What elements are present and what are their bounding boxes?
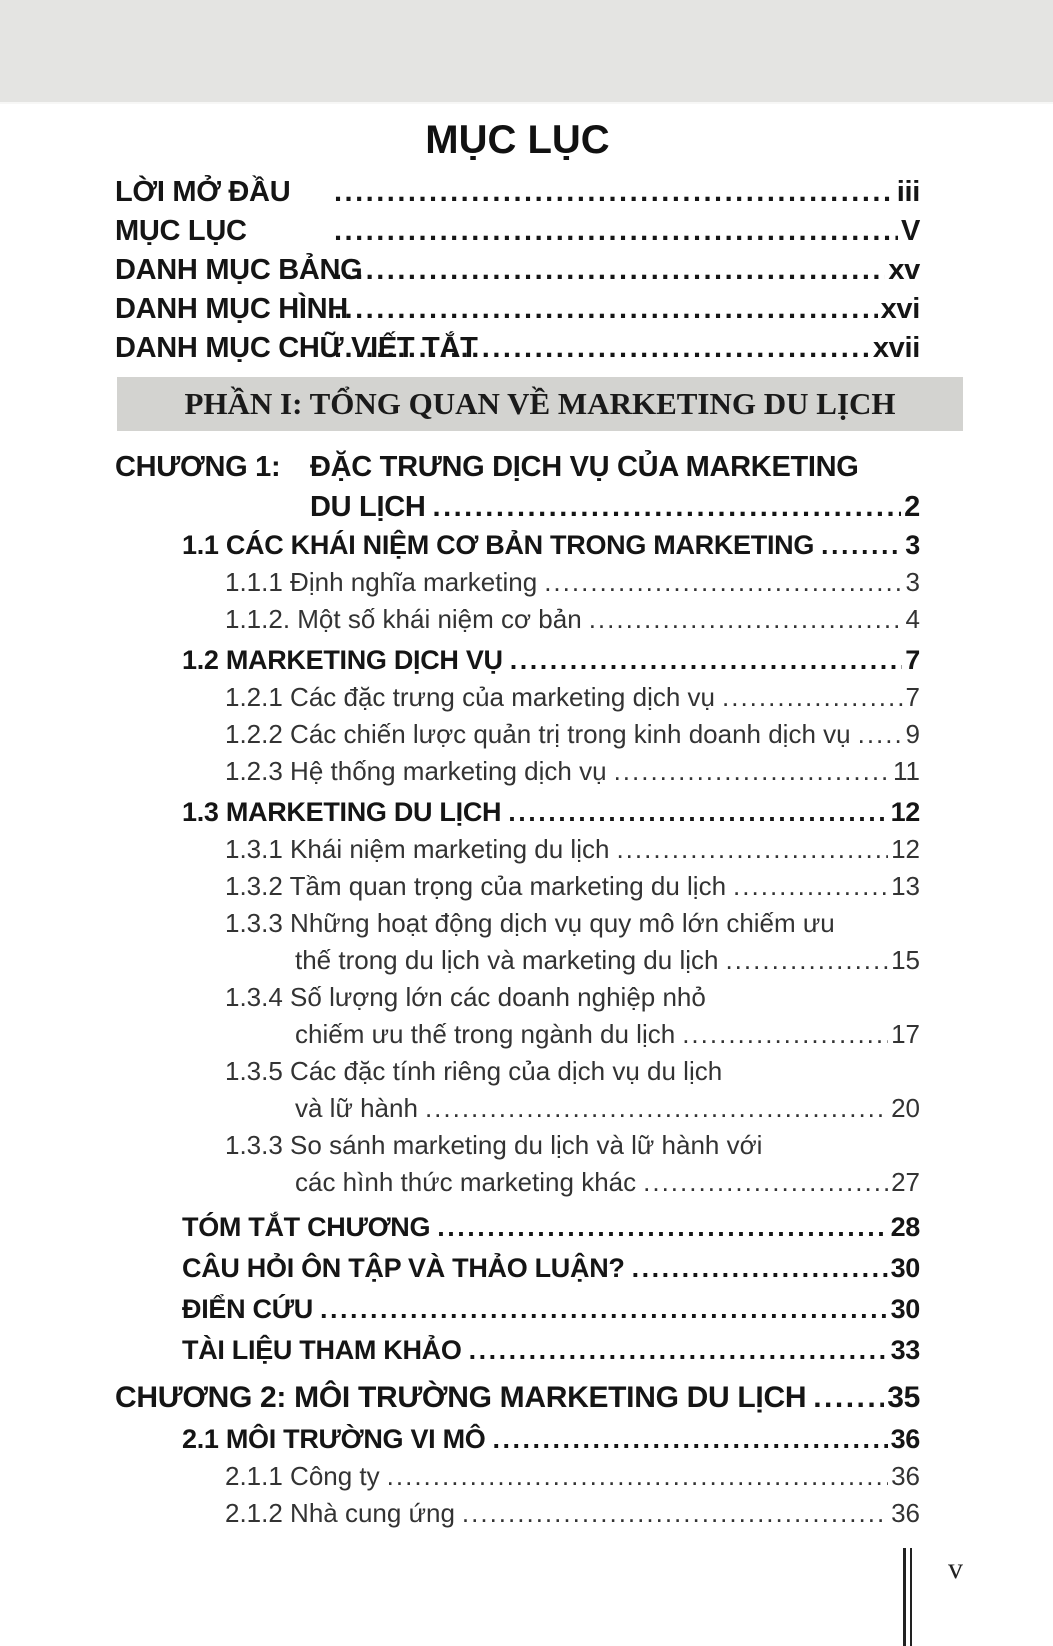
dot-leader: [589, 601, 903, 638]
toc-entry-page: 7: [905, 645, 920, 675]
toc-entry-page: 11: [893, 756, 920, 786]
toc-entry-text: và lữ hành: [295, 1093, 418, 1123]
toc-entry-page: 3: [905, 530, 920, 560]
toc-entry-page: 7: [905, 682, 920, 712]
toc-entry-page: 30: [890, 1294, 920, 1324]
toc-entry-text: 1.1 CÁC KHÁI NIỆM CƠ BẢN TRONG MARKETING: [182, 530, 815, 560]
toc-entry-danh-muc-hinh: [115, 290, 920, 329]
toc-entry-text: 1.3 MARKETING DU LỊCH: [182, 797, 502, 827]
toc-entry-1-3-2: [115, 868, 920, 905]
toc-entry-page: 15: [891, 945, 920, 975]
toc-entry-page: 3: [905, 567, 920, 597]
dot-leader: [821, 527, 902, 564]
toc-entry-chapter-2: [115, 1375, 920, 1421]
toc-entry-1-2-1: [115, 679, 920, 716]
toc-entry-text: TÓM TẮT CHƯƠNG: [182, 1212, 431, 1242]
toc-entry-1-2: [115, 642, 920, 679]
dot-leader: [510, 642, 903, 679]
toc-entry-text: 1.3.5 Các đặc tính riêng của dịch vụ du lịch: [225, 1056, 723, 1086]
toc-entry-tom-tat-chuong: [115, 1209, 920, 1246]
toc-entry-loi-mo-dau: [115, 173, 920, 212]
toc-entry-danh-muc-chu-viet-tat: [115, 329, 920, 368]
toc-entry-text: 1.2 MARKETING DỊCH VỤ: [182, 645, 503, 675]
toc-entry-cau-hoi-on-tap: [115, 1250, 920, 1287]
toc-entry-text: chiếm ưu thế trong ngành du lịch: [295, 1019, 676, 1049]
toc-entry-danh-muc-bang: [115, 251, 920, 290]
toc-entry-page: 36: [891, 1498, 920, 1528]
toc-entry-page: 35: [887, 1381, 920, 1414]
toc-entry-page: 17: [891, 1019, 920, 1049]
dot-leader: [469, 1332, 888, 1369]
toc-entry-text: DANH MỤC HÌNH: [115, 293, 348, 325]
toc-entry-2-1-2: [115, 1495, 920, 1532]
toc-entry-chapter-1: [115, 447, 920, 527]
toc-entry-page: 9: [905, 719, 920, 749]
dot-leader: [334, 290, 878, 329]
dot-leader: [544, 564, 902, 601]
toc-entry-text: 1.2.3 Hệ thống marketing dịch vụ: [225, 756, 607, 786]
toc-entry-dien-cuu: [115, 1291, 920, 1328]
toc-entry-text: 2.1 MÔI TRƯỜNG VI MÔ: [182, 1424, 486, 1454]
toc-entry-text: 1.3.1 Khái niệm marketing du lịch: [225, 834, 610, 864]
toc-entry-text: LỜI MỞ ĐẦU: [115, 176, 291, 208]
dot-leader: [614, 753, 890, 790]
toc-entry-page: 33: [890, 1335, 920, 1365]
dot-leader: [334, 329, 870, 368]
toc-entry-2-1-1: [115, 1458, 920, 1495]
toc-entry-1-1-1: [115, 564, 920, 601]
dot-leader: [334, 173, 894, 212]
toc-entry-page: 12: [891, 834, 920, 864]
dot-leader: [632, 1250, 888, 1287]
toc-entry-page: iii: [896, 176, 920, 208]
toc-entry-1-3-5-cont: [115, 1090, 920, 1127]
toc-entry-text: 1.1.1 Định nghĩa marketing: [225, 567, 538, 597]
toc-entry-1-3-4: [115, 979, 920, 1016]
toc-entry-2-1: [115, 1421, 920, 1458]
dot-leader: [725, 942, 888, 979]
dot-leader: [437, 1209, 887, 1246]
page-top-gray-band: [0, 0, 1053, 104]
dot-leader: [334, 212, 898, 251]
toc-entry-text: ĐIỂN CỨU: [182, 1294, 314, 1324]
toc-entry-page: xvii: [872, 332, 920, 364]
toc-entry-page: 30: [890, 1253, 920, 1283]
toc-entry-text: DANH MỤC BẢNG: [115, 254, 363, 286]
toc-entry-1-3-3-so-sanh-cont: [115, 1164, 920, 1201]
toc-entry-page: V: [900, 215, 920, 247]
dot-leader: [320, 1291, 888, 1328]
chapter-1-title: [310, 447, 920, 527]
toc-entry-text: 1.3.4 Số lượng lớn các doanh nghiệp nhỏ: [225, 982, 706, 1012]
chapter-1-title-line-2: [310, 487, 920, 527]
part-1-heading-band: PHẦN I: TỔNG QUAN VỀ MARKETING DU LỊCH: [117, 377, 963, 431]
dot-leader: [334, 251, 885, 290]
toc-entry-page: 27: [891, 1167, 920, 1197]
toc-entry-text: DANH MỤC CHỮ VIẾT TẮT: [115, 332, 478, 364]
toc-entry-page: 28: [890, 1212, 920, 1242]
dot-leader: [462, 1495, 888, 1532]
dot-leader: [813, 1375, 884, 1421]
dot-leader: [508, 794, 887, 831]
chapter-1-label: CHƯƠNG 1:: [115, 451, 281, 483]
toc-entry-page: 13: [891, 871, 920, 901]
toc-entry-1-3-5: [115, 1053, 920, 1090]
toc-entry-page: 12: [890, 797, 920, 827]
toc-entry-text: CHƯƠNG 2: MÔI TRƯỜNG MARKETING DU LỊCH: [115, 1381, 807, 1414]
toc-entry-page: 4: [905, 604, 920, 634]
dot-leader: [433, 487, 902, 527]
toc-entry-text: 1.3.3 So sánh marketing du lịch và lữ hành với: [225, 1130, 763, 1160]
toc-entry-text: 1.2.1 Các đặc trưng của marketing dịch vụ: [225, 682, 715, 712]
toc-entry-text: 1.3.2 Tầm quan trọng của marketing du lịch: [225, 871, 727, 901]
toc-entry-1-2-2: [115, 716, 920, 753]
toc-entry-text: MỤC LỤC: [115, 215, 247, 247]
toc-entry-1-2-3: [115, 753, 920, 790]
dot-leader: [643, 1164, 888, 1201]
toc-entry-text: DU LỊCH: [310, 491, 426, 523]
toc-entry-page: xv: [888, 254, 920, 286]
toc-entry-1-3-3-so-sanh: [115, 1127, 920, 1164]
toc-entry-1-1-2: [115, 601, 920, 638]
toc-entry-muc-luc: [115, 212, 920, 251]
toc-entry-1-3-1: [115, 831, 920, 868]
toc-entry-text: CÂU HỎI ÔN TẬP VÀ THẢO LUẬN?: [182, 1253, 625, 1283]
page-title: MỤC LỤC: [425, 118, 610, 162]
dot-leader: [492, 1421, 887, 1458]
toc-entry-page: xvi: [880, 293, 920, 325]
dot-leader: [733, 868, 888, 905]
toc-entry-1-3-3: [115, 905, 920, 942]
toc-entry-text: 1.1.2. Một số khái niệm cơ bản: [225, 604, 582, 634]
dot-leader: [616, 831, 888, 868]
footer-double-rule: [903, 1548, 912, 1646]
toc-entry-text: thế trong du lịch và marketing du lịch: [295, 945, 719, 975]
toc-entry-text: 1.3.3 Những hoạt động dịch vụ quy mô lớn chiếm ưu: [225, 908, 835, 938]
toc-entry-text: các hình thức marketing khác: [295, 1167, 637, 1197]
toc-entry-page: 20: [891, 1093, 920, 1123]
toc-entry-1-3: [115, 794, 920, 831]
toc-entry-text: TÀI LIỆU THAM KHẢO: [182, 1335, 462, 1365]
toc-entry-text: 1.2.2 Các chiến lược quản trị trong kinh doanh dịch vụ: [225, 719, 851, 749]
toc-page: [0, 104, 1053, 1532]
toc-entry-text: 2.1.2 Nhà cung ứng: [225, 1498, 455, 1528]
dot-leader: [387, 1458, 888, 1495]
toc-entry-tai-lieu-tham-khao: [115, 1332, 920, 1369]
dot-leader: [858, 716, 903, 753]
toc-entry-1-3-4-cont: [115, 1016, 920, 1053]
toc-entry-text: 2.1.1 Công ty: [225, 1461, 380, 1491]
folio-page-number: v: [948, 1552, 963, 1585]
dot-leader: [722, 679, 903, 716]
toc-entry-1-1: [115, 527, 920, 564]
toc-entry-page: 36: [891, 1461, 920, 1491]
toc-entry-page: 36: [890, 1424, 920, 1454]
toc-entry-1-3-3-cont: [115, 942, 920, 979]
chapter-1-title-line-1: ĐẶC TRƯNG DỊCH VỤ CỦA MARKETING: [310, 451, 859, 483]
dot-leader: [682, 1016, 888, 1053]
toc-entry-page: 2: [904, 491, 920, 523]
dot-leader: [425, 1090, 888, 1127]
